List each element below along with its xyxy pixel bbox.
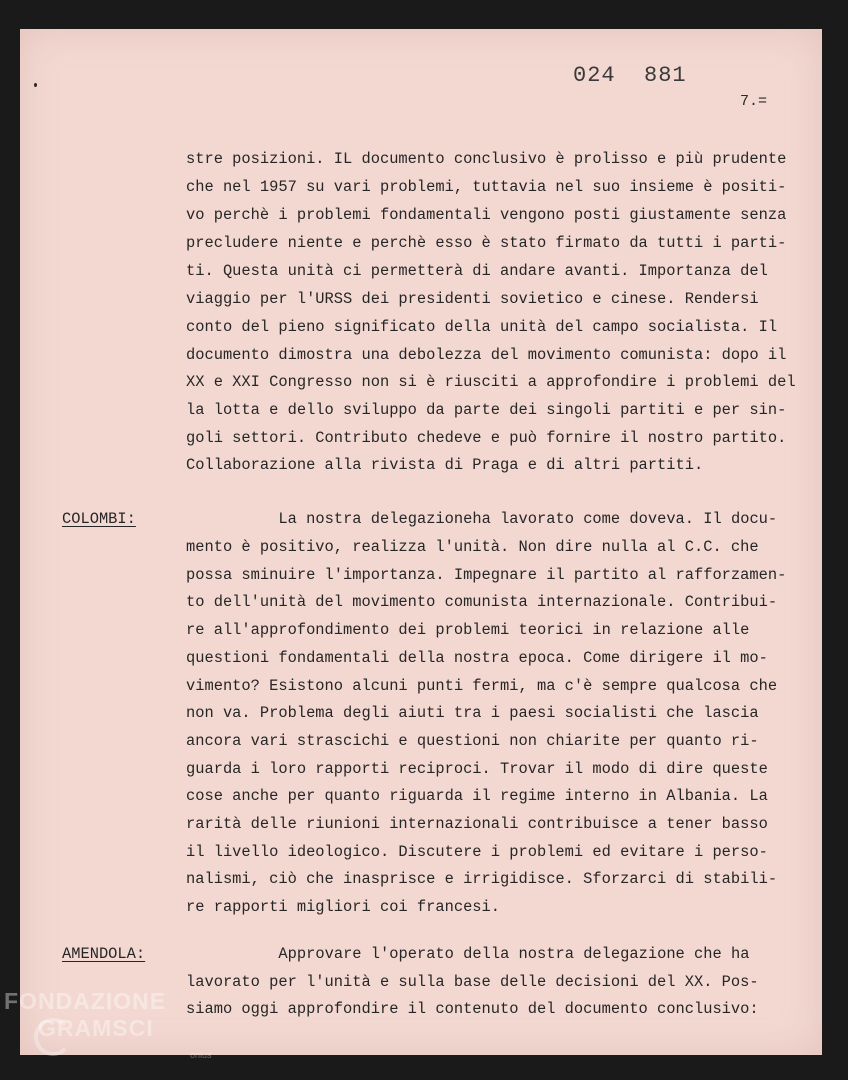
text-line: re all'approfondimento dei problemi teorici in relazione alle: [186, 621, 750, 639]
text-line: mento è positivo, realizza l'unità. Non dire nulla al C.C. che: [186, 538, 759, 556]
text-line: guarda i loro rapporti reciproci. Trovar il modo di dire queste: [186, 760, 768, 778]
text-line: vimento? Esistono alcuni punti fermi, ma c'è sempre qualcosa che: [186, 677, 778, 695]
watermark-suffix: onlus: [190, 1050, 212, 1060]
page-number: 7.=: [740, 93, 768, 110]
text-line: la lotta e dello sviluppo da parte dei singoli partiti e per sin-: [186, 401, 787, 419]
text-line: documento dimostra una debolezza del movimento comunista: dopo il: [186, 346, 787, 364]
text-line: to dell'unità del movimento comunista internazionale. Contribui-: [186, 593, 778, 611]
archive-number: 024 881: [573, 63, 687, 88]
text-line: lavorato per l'unità e sulla base delle decisioni del XX. Pos-: [186, 973, 759, 991]
text-line: precludere niente e perchè esso è stato firmato da tutti i parti-: [186, 234, 787, 252]
text-line: siamo oggi approfondire il contenuto del documento conclusivo:: [186, 1000, 759, 1018]
text-line: nalismi, ciò che inasprisce e irrigidisce. Sforzarci di stabili-: [186, 870, 778, 888]
text-line: Approvare l'operato della nostra delegazione che ha: [223, 945, 750, 963]
text-line: stre posizioni. IL documento conclusivo è prolisso e più prudente: [186, 150, 787, 168]
text-line: possa sminuire l'importanza. Impegnare il partito al rafforzamen-: [186, 566, 787, 584]
text-line: viaggio per l'URSS dei presidenti sovietico e cinese. Rendersi: [186, 290, 759, 308]
document-page: [20, 29, 822, 1055]
text-line: non va. Problema degli aiuti tra i paesi socialisti che lascia: [186, 704, 759, 722]
text-line: ancora vari strascichi e questioni non chiarite per quanto ri-: [186, 732, 759, 750]
fondazione-gramsci-watermark: [4, 990, 166, 1040]
text-line: La nostra delegazioneha lavorato come doveva. Il docu-: [223, 510, 778, 528]
text-line: conto del pieno significato della unità del campo socialista. Il: [186, 318, 778, 336]
watermark-line2: GRAMSCI: [38, 1015, 154, 1041]
text-line: il livello ideologico. Discutere i problemi ed evitare i perso-: [186, 843, 768, 861]
text-line: goli settori. Contributo chedeve e può fornire il nostro partito.: [186, 429, 787, 447]
text-line: ti. Questa unità ci permetterà di andare avanti. Importanza del: [186, 262, 768, 280]
speaker-label-colombi: COLOMBI:: [62, 510, 136, 528]
text-line: rarità delle riunioni internazionali contribuisce a tener basso: [186, 815, 768, 833]
text-line: Collaborazione alla rivista di Praga e di altri partiti.: [186, 456, 704, 474]
speaker-label-amendola: AMENDOLA:: [62, 945, 146, 963]
text-line: re rapporti migliori coi francesi.: [186, 898, 501, 916]
text-line: cose anche per quanto riguarda il regime interno in Albania. La: [186, 787, 768, 805]
watermark-line1: FONDAZIONE: [4, 988, 167, 1014]
text-line: vo perchè i problemi fondamentali vengono posti giustamente senza: [186, 206, 787, 224]
text-line: XX e XXI Congresso non si è riusciti a approfondire i problemi del: [186, 373, 796, 391]
typed-text-body: [20, 29, 822, 1055]
text-line: questioni fondamentali della nostra epoca. Come dirigere il mo-: [186, 649, 768, 667]
text-line: che nel 1957 su vari problemi, tuttavia nel suo insieme è positi-: [186, 178, 787, 196]
